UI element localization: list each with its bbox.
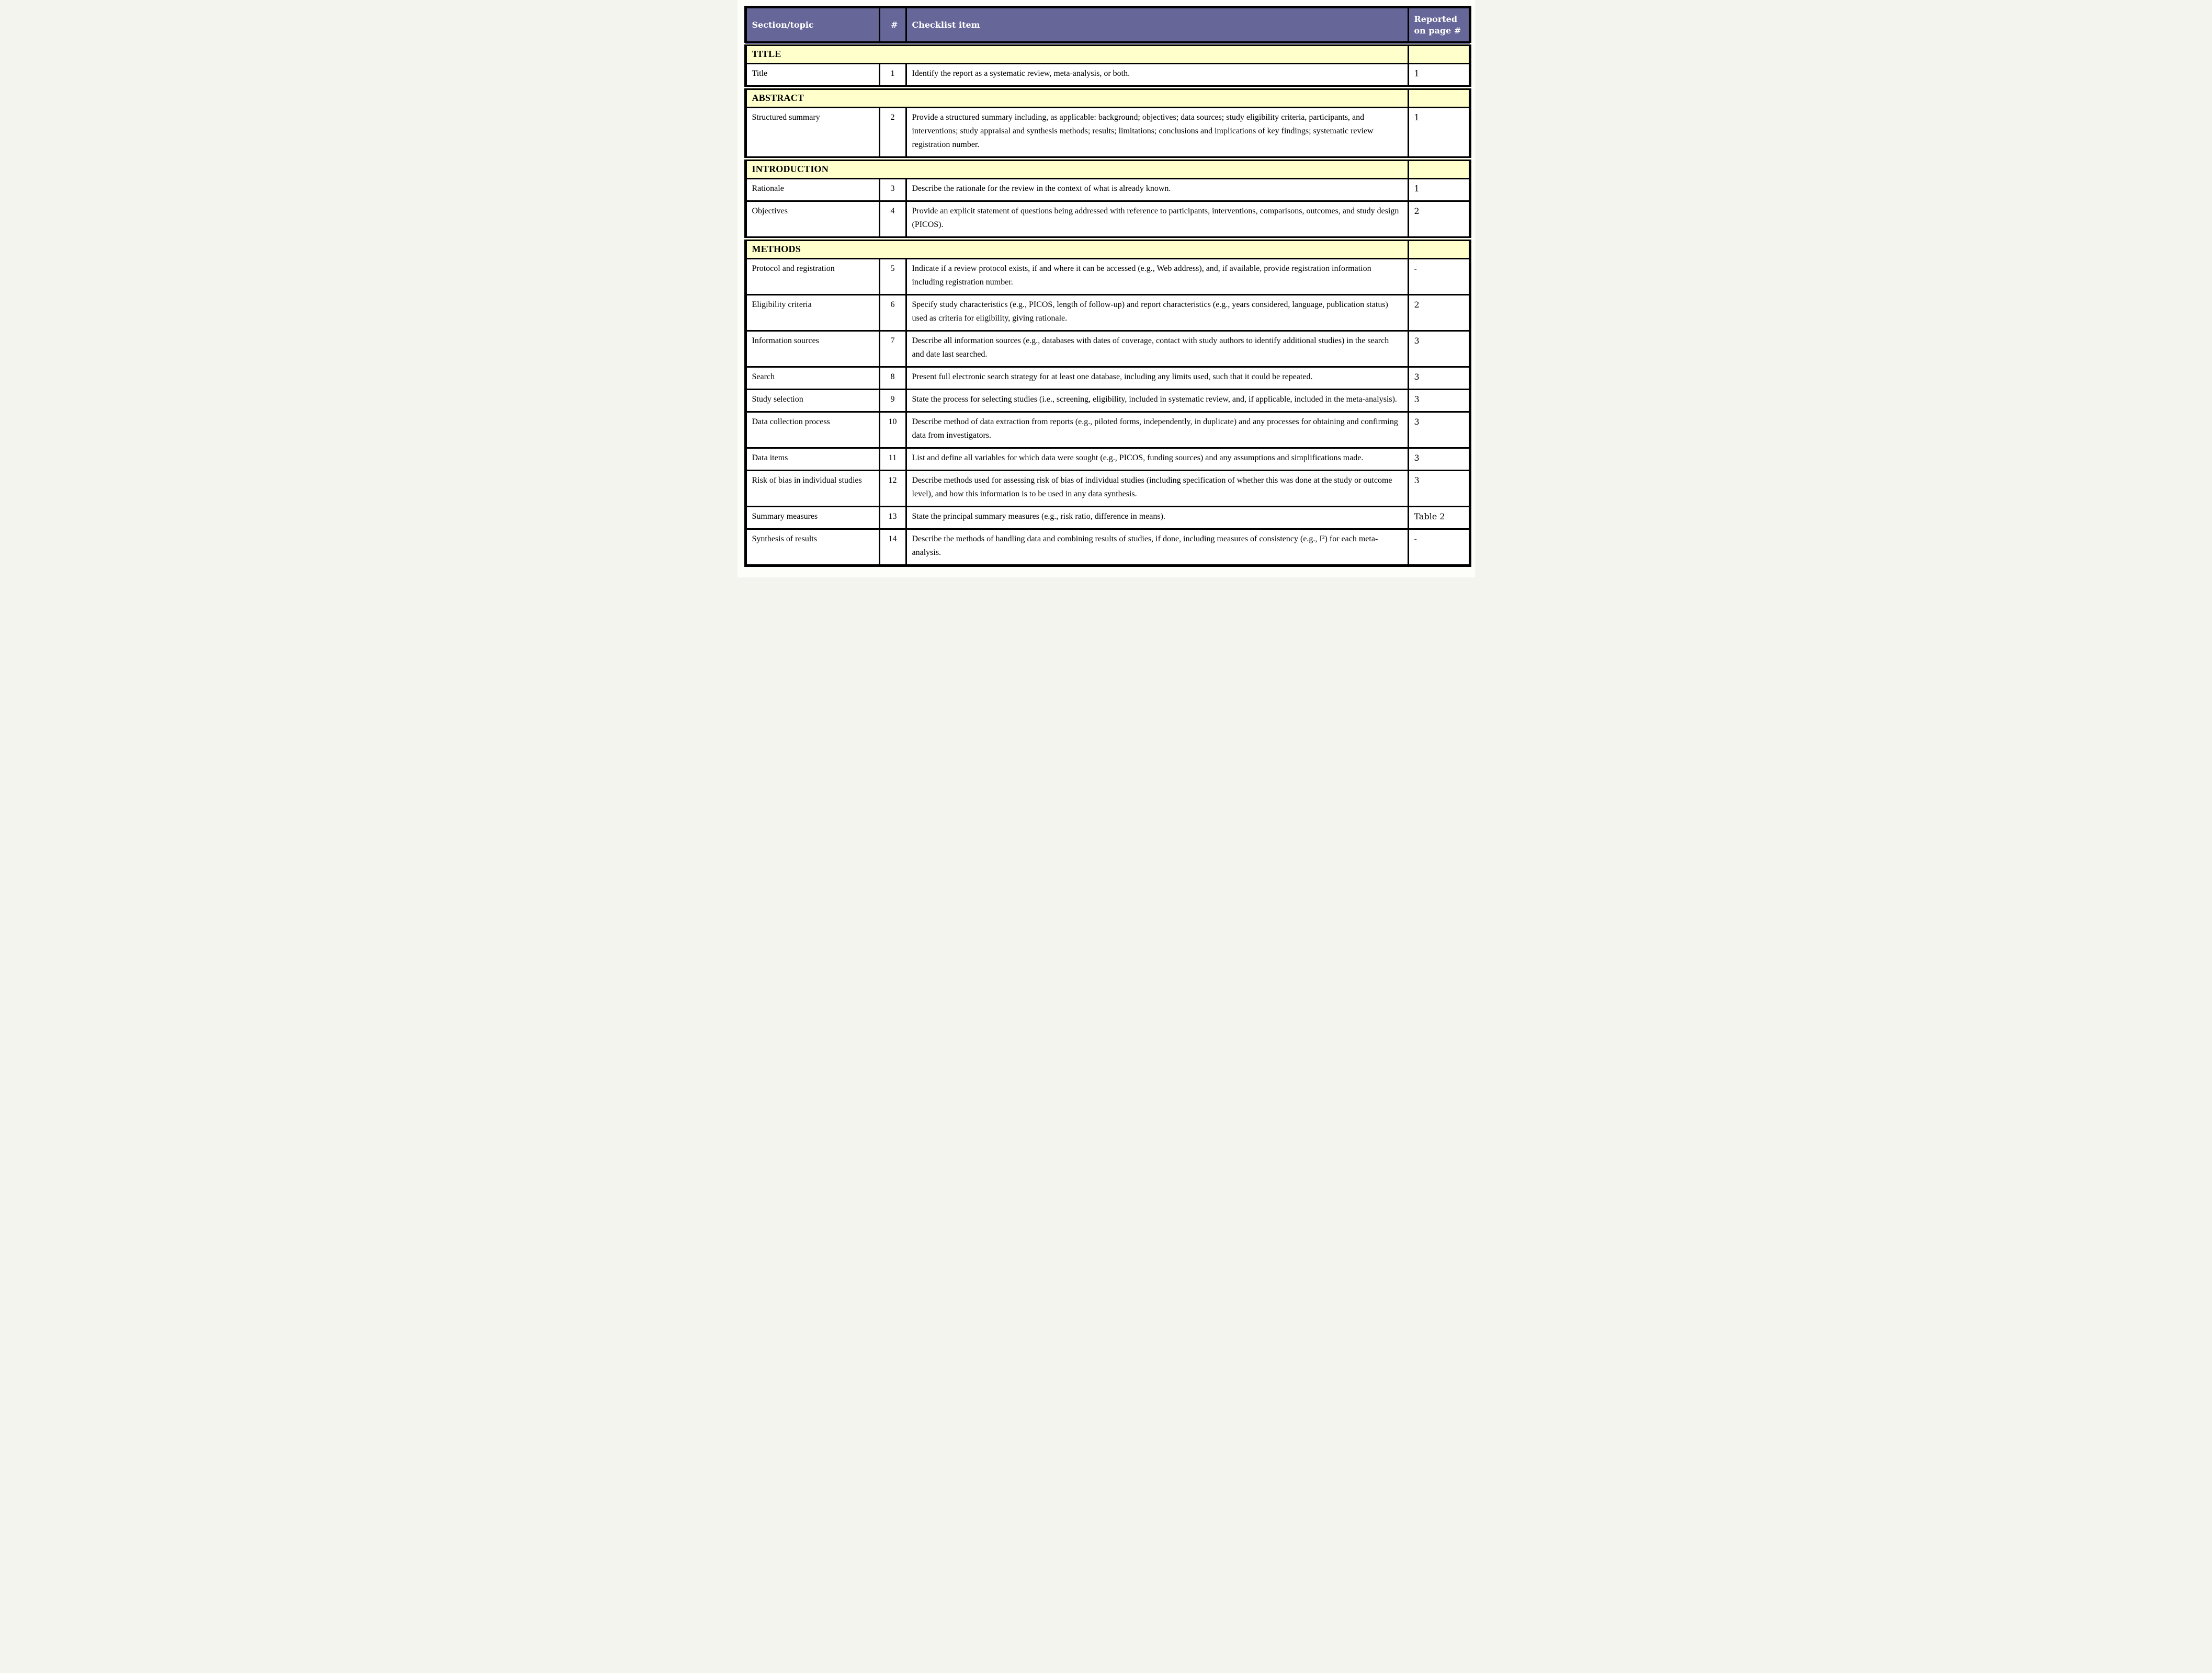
reported-page-cell: 3	[1408, 390, 1470, 412]
section-header-cell: METHODS	[745, 239, 1408, 259]
item-number-cell: 3	[879, 179, 906, 201]
reported-page-cell: 2	[1408, 295, 1470, 331]
item-number-cell: 4	[879, 201, 906, 239]
item-number-cell: 12	[879, 471, 906, 507]
reported-page-cell: 3	[1408, 448, 1470, 471]
checklist-item-cell: Describe method of data extraction from reports (e.g., piloted forms, independently, in duplicate) and any processes for obtaining and confirming data from investigators.	[906, 412, 1408, 448]
checklist-row	[745, 64, 1470, 88]
item-number-cell: 11	[879, 448, 906, 471]
item-number-cell: 1	[879, 64, 906, 88]
item-number-cell: 13	[879, 507, 906, 529]
checklist-item-cell: State the process for selecting studies (i.e., screening, eligibility, included in systematic review, and, if applicable, included in the meta-analysis).	[906, 390, 1408, 412]
section-header-page-cell	[1408, 239, 1470, 259]
item-number-cell: 5	[879, 259, 906, 295]
section-topic-cell: Information sources	[745, 331, 879, 367]
reported-page-cell: 3	[1408, 412, 1470, 448]
column-header-row	[745, 7, 1470, 44]
checklist-item-cell: Present full electronic search strategy for at least one database, including any limits used, such that it could be repeated.	[906, 367, 1408, 390]
col-header-number: #	[879, 7, 906, 44]
checklist-item-cell: Provide an explicit statement of questions being addressed with reference to participants, interventions, comparisons, outcomes, and study design (PICOS).	[906, 201, 1408, 239]
section-topic-cell: Search	[745, 367, 879, 390]
document-page	[738, 0, 1475, 577]
section-topic-cell: Eligibility criteria	[745, 295, 879, 331]
section-header-row-methods	[745, 239, 1470, 259]
section-topic-cell: Structured summary	[745, 108, 879, 159]
section-topic-cell: Rationale	[745, 179, 879, 201]
checklist-item-cell: Specify study characteristics (e.g., PICOS, length of follow-up) and report characteristics (e.g., years considered, language, publication status) used as criteria for eligibility, giving rationale.	[906, 295, 1408, 331]
checklist-row	[745, 259, 1470, 295]
reported-page-cell: 1	[1408, 179, 1470, 201]
section-topic-cell: Title	[745, 64, 879, 88]
section-header-cell: INTRODUCTION	[745, 159, 1408, 179]
checklist-row	[745, 179, 1470, 201]
section-topic-cell: Objectives	[745, 201, 879, 239]
section-topic-cell: Data items	[745, 448, 879, 471]
prisma-checklist-table	[744, 6, 1471, 567]
section-header-page-cell	[1408, 44, 1470, 64]
section-header-cell: ABSTRACT	[745, 88, 1408, 108]
checklist-row	[745, 367, 1470, 390]
checklist-item-cell: List and define all variables for which data were sought (e.g., PICOS, funding sources) and any assumptions and simplifications made.	[906, 448, 1408, 471]
reported-page-cell: 3	[1408, 331, 1470, 367]
checklist-row	[745, 507, 1470, 529]
reported-page-cell: -	[1408, 259, 1470, 295]
item-number-cell: 8	[879, 367, 906, 390]
section-header-page-cell	[1408, 88, 1470, 108]
checklist-row	[745, 390, 1470, 412]
checklist-item-cell: Indicate if a review protocol exists, if and where it can be accessed (e.g., Web address), and, if available, provide registration information including registration number.	[906, 259, 1408, 295]
col-header-section-topic: Section/topic	[745, 7, 879, 44]
checklist-row	[745, 412, 1470, 448]
reported-page-cell: 1	[1408, 64, 1470, 88]
item-number-cell: 7	[879, 331, 906, 367]
section-topic-cell: Risk of bias in individual studies	[745, 471, 879, 507]
section-topic-cell: Data collection process	[745, 412, 879, 448]
reported-page-cell: 3	[1408, 367, 1470, 390]
checklist-item-cell: Describe methods used for assessing risk of bias of individual studies (including specification of whether this was done at the study or outcome level), and how this information is to be used in any data synthesis.	[906, 471, 1408, 507]
checklist-row	[745, 529, 1470, 566]
checklist-row	[745, 201, 1470, 239]
checklist-row	[745, 448, 1470, 471]
section-topic-cell: Summary measures	[745, 507, 879, 529]
checklist-item-cell: State the principal summary measures (e.g., risk ratio, difference in means).	[906, 507, 1408, 529]
checklist-item-cell: Describe all information sources (e.g., databases with dates of coverage, contact with study authors to identify additional studies) in the search and date last searched.	[906, 331, 1408, 367]
reported-page-cell: Table 2	[1408, 507, 1470, 529]
reported-page-cell: 2	[1408, 201, 1470, 239]
reported-page-cell: -	[1408, 529, 1470, 566]
checklist-item-cell: Describe the rationale for the review in the context of what is already known.	[906, 179, 1408, 201]
checklist-item-cell: Provide a structured summary including, as applicable: background; objectives; data sources; study eligibility criteria, participants, and interventions; study appraisal and synthesis methods; results; limitations; conclusions and implications of key findings; systematic review registration number.	[906, 108, 1408, 159]
item-number-cell: 14	[879, 529, 906, 566]
section-header-cell: TITLE	[745, 44, 1408, 64]
section-topic-cell: Protocol and registration	[745, 259, 879, 295]
section-header-row-title	[745, 44, 1470, 64]
section-header-row-introduction	[745, 159, 1470, 179]
section-header-row-abstract	[745, 88, 1470, 108]
checklist-item-cell: Describe the methods of handling data and combining results of studies, if done, including measures of consistency (e.g., I²) for each meta-analysis.	[906, 529, 1408, 566]
col-header-checklist-item: Checklist item	[906, 7, 1408, 44]
item-number-cell: 2	[879, 108, 906, 159]
section-topic-cell: Study selection	[745, 390, 879, 412]
checklist-row	[745, 108, 1470, 159]
item-number-cell: 10	[879, 412, 906, 448]
reported-page-cell: 3	[1408, 471, 1470, 507]
checklist-row	[745, 295, 1470, 331]
section-topic-cell: Synthesis of results	[745, 529, 879, 566]
checklist-item-cell: Identify the report as a systematic review, meta-analysis, or both.	[906, 64, 1408, 88]
section-header-page-cell	[1408, 159, 1470, 179]
col-header-reported-on-page: Reported on page #	[1408, 7, 1470, 44]
checklist-row	[745, 331, 1470, 367]
item-number-cell: 6	[879, 295, 906, 331]
table-body	[745, 44, 1470, 566]
reported-page-cell: 1	[1408, 108, 1470, 159]
checklist-row	[745, 471, 1470, 507]
item-number-cell: 9	[879, 390, 906, 412]
